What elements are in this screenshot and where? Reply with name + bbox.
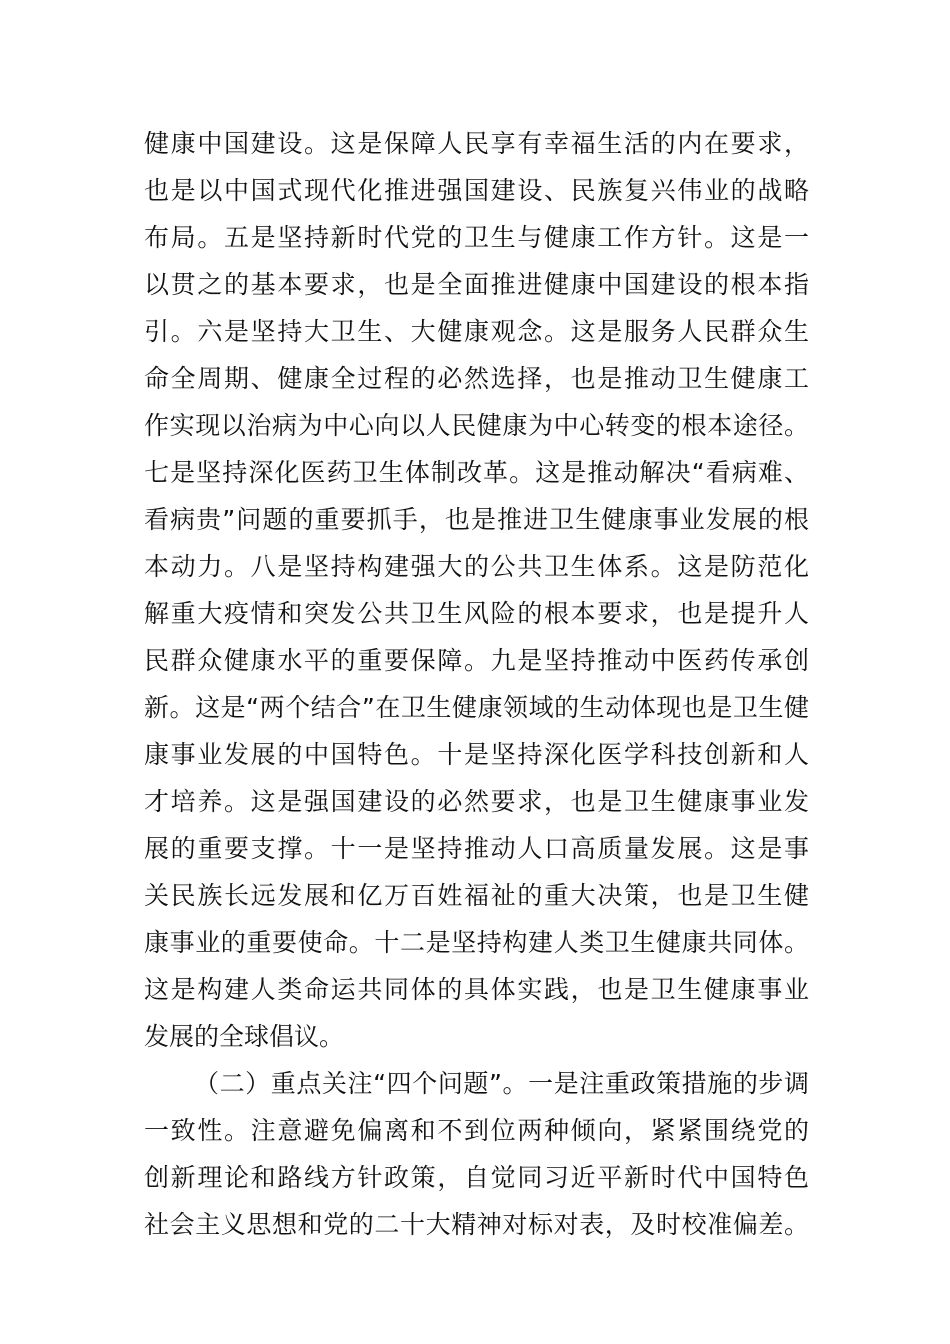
text-line: 康事业的重要使命。十二是坚持构建人类卫生健康共同体。 [144,928,809,957]
text-line: 以贯之的基本要求，也是全面推进健康中国建设的根本指 [144,270,809,299]
text-line: 作实现以治病为中心向以人民健康为中心转变的根本途径。 [144,411,809,440]
section-heading-line: （二）重点关注“四个问题”。一是注重政策措施的步调 [194,1069,809,1098]
text-line: 发展的全球倡议。 [144,1022,345,1051]
text-line: 七是坚持深化医药卫生体制改革。这是推动解决“看病难、 [144,458,809,487]
text-line: 康事业发展的中国特色。十是坚持深化医学科技创新和人 [144,740,809,769]
text-line: 展的重要支撑。十一是坚持推动人口高质量发展。这是事 [144,834,809,863]
text-line: 也是以中国式现代化推进强国建设、民族复兴伟业的战略 [144,176,809,205]
body-text [144,120,809,1248]
text-line: 健康中国建设。这是保障人民享有幸福生活的内在要求， [144,129,809,158]
text-line: 布局。五是坚持新时代党的卫生与健康工作方针。这是一 [144,223,809,252]
text-line: 引。六是坚持大卫生、大健康观念。这是服务人民群众生 [144,317,809,346]
text-line: 关民族长远发展和亿万百姓福祉的重大决策，也是卫生健 [144,881,809,910]
text-line: 社会主义思想和党的二十大精神对标对表，及时校准偏差。 [144,1210,809,1239]
text-line: 创新理论和路线方针政策，自觉同习近平新时代中国特色 [144,1163,809,1192]
text-line: 才培养。这是强国建设的必然要求，也是卫生健康事业发 [144,787,809,816]
text-line: 民群众健康水平的重要保障。九是坚持推动中医药传承创 [144,646,809,675]
text-line: 新。这是“两个结合”在卫生健康领域的生动体现也是卫生健 [144,693,809,722]
text-line: 一致性。注意避免偏离和不到位两种倾向，紧紧围绕党的 [144,1116,809,1145]
text-line: 命全周期、健康全过程的必然选择，也是推动卫生健康工 [144,364,809,393]
text-line: 看病贵”问题的重要抓手，也是推进卫生健康事业发展的根 [144,505,809,534]
text-line: 本动力。八是坚持构建强大的公共卫生体系。这是防范化 [144,552,809,581]
text-line: 这是构建人类命运共同体的具体实践，也是卫生健康事业 [144,975,809,1004]
text-line: 解重大疫情和突发公共卫生风险的根本要求，也是提升人 [144,599,809,628]
